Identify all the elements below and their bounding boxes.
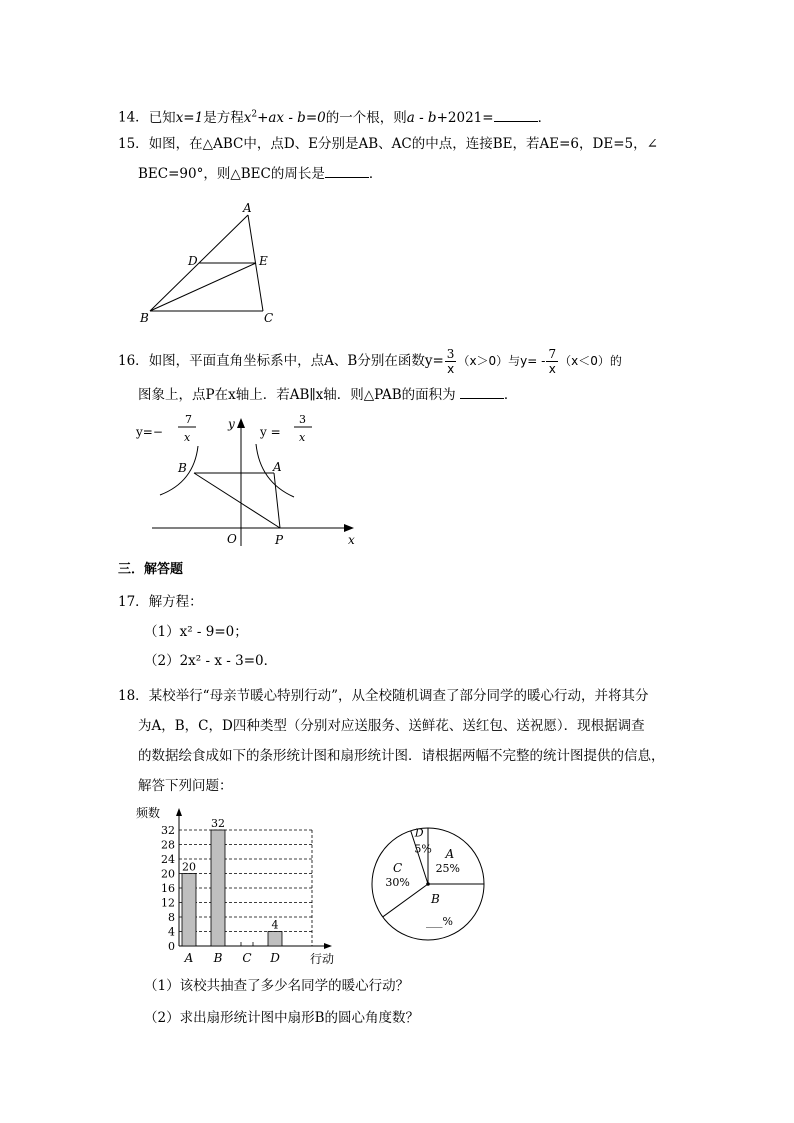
label-left-den: x	[184, 431, 191, 444]
pie-label-C: C	[392, 861, 403, 876]
label-right-function: y =	[260, 425, 281, 439]
q15-number: 15．	[118, 136, 149, 152]
bar-chart	[134, 800, 344, 970]
q15-line2: BEC=90°，则△BEC的周长是 ．	[138, 163, 382, 184]
label-O: O	[227, 532, 237, 546]
pie-value-label-D: 5%	[414, 842, 432, 856]
label-x-axis: x	[348, 533, 355, 547]
q14-text: 已知x=1是方程$x^2+ax - b=0$的一个根，则a - b+2021= ．	[149, 110, 551, 126]
pie-chart	[366, 826, 492, 946]
label-A: A	[273, 460, 282, 474]
x-tick-label-D: D	[270, 951, 280, 965]
y-tick-label: 12	[161, 896, 175, 910]
x-tick-label-C: C	[242, 951, 252, 965]
q16-line2: 图象上，点P在x轴上．若AB∥x轴．则△PAB的面积为 ．	[138, 384, 517, 405]
label-left-num: 7	[185, 413, 192, 426]
label-E: E	[259, 254, 268, 268]
bar-value-label-D: 4	[271, 918, 279, 932]
q16-coordinate-figure	[132, 408, 372, 550]
label-left-function: y=−	[136, 425, 163, 439]
pie-center	[426, 882, 430, 886]
q16-answer-blank[interactable]	[460, 384, 504, 399]
x-axis-arrow	[324, 943, 332, 949]
bar-value-label-B: 32	[211, 817, 225, 830]
q18-line3: 的数据绘食成如下的条形统计图和扇形统计图．请根据两幅不完整的统计图提供的信息，	[138, 748, 665, 764]
section-3-title: 三．解答题	[118, 562, 184, 577]
label-B: B	[178, 461, 187, 475]
q17-number: 17．	[118, 594, 149, 610]
q15-line1	[118, 134, 658, 154]
label-A: A	[243, 201, 252, 215]
label-right-den: x	[299, 431, 306, 444]
y-tick-label: 4	[168, 925, 175, 939]
q18-number: 18．	[118, 688, 149, 704]
label-D: D	[188, 254, 198, 268]
q15-answer-blank[interactable]	[325, 163, 369, 178]
q16-text-line2: 图象上，点P在x轴上．若AB∥x轴．则△PAB的面积为	[138, 387, 456, 403]
x-axis-title: 行动	[310, 952, 335, 966]
bar-value-label-A: 20	[182, 860, 196, 874]
q17-part1: （1）x² - 9=0；	[144, 624, 248, 640]
y-axis-title: 频数	[136, 806, 161, 820]
label-P: P	[275, 533, 284, 547]
bar-A	[182, 874, 196, 947]
y-tick-label: 24	[161, 853, 175, 866]
q16-fraction-7-over-x: $\frac{7}{x}$	[548, 347, 557, 376]
q16-fraction-3-over-x: $\frac{3}{x}$	[446, 347, 455, 376]
segment-AP	[274, 473, 280, 528]
q16-line1: 16．如图，平面直角坐标系中，点A、B分别在函数y= $\frac{3}{x}$ （x＞0）与y= - $\frac{7}{x}$ （x＜0）的	[118, 347, 622, 376]
q15-text-line1: 如图，在△ABC中，点D、E分别是AB、AC的中点，连接BE，若AE=6，DE=5，∠	[148, 136, 658, 152]
y-tick-label: 0	[168, 940, 175, 953]
y-tick-label: 32	[161, 824, 175, 837]
q16-number: 16．	[118, 353, 149, 369]
label-B: B	[140, 311, 149, 325]
q15-text-line2: BEC=90°，则△BEC的周长是	[138, 166, 325, 182]
pie-value-label-B: ___%	[425, 914, 453, 928]
pie-label-A: A	[445, 847, 455, 862]
y-axis-arrow	[176, 808, 182, 816]
y-tick-label: 16	[161, 882, 175, 895]
x-tick-label-A: A	[184, 951, 194, 965]
x-tick-label-B: B	[213, 951, 223, 965]
pie-label-D: D	[414, 826, 424, 840]
pie-value-label-A: 25%	[435, 862, 461, 876]
y-tick-label: 8	[168, 911, 175, 924]
q17-title: 17．解方程：	[118, 594, 203, 610]
q18-line4: 解答下列问题：	[138, 778, 233, 794]
segment-BP	[194, 473, 280, 528]
q18-part2: （2）求出扇形统计图中扇形B的圆心角度数？	[144, 1010, 420, 1026]
label-y-axis: y	[228, 417, 235, 431]
x-axis-arrow	[344, 524, 354, 532]
q14-number: 14．	[118, 109, 149, 126]
pie-label-B: B	[431, 891, 440, 906]
y-tick-label: 28	[161, 838, 175, 852]
q14-answer-blank[interactable]	[494, 107, 538, 122]
label-C: C	[264, 311, 274, 325]
pie-value-label-C: 30%	[385, 876, 410, 890]
q17-part2: （2）2x² - x - 3=0．	[144, 653, 278, 669]
y-axis-arrow	[237, 418, 245, 428]
label-right-num: 3	[299, 413, 306, 426]
q15-triangle-figure	[130, 198, 290, 330]
bar-B	[211, 830, 225, 946]
bar-D	[268, 932, 282, 947]
y-tick-label: 20	[161, 867, 175, 881]
q18-line2: 为A，B，C，D四种类型（分别对应送服务、送鲜花、送红包、送祝愿）．现根据调查	[138, 718, 645, 734]
q18-line1: 18．某校举行“母亲节暖心特别行动”，从全校随机调查了部分同学的暖心行动，并将其分	[118, 688, 649, 704]
q14	[118, 104, 551, 128]
q18-part1: （1）该校共抽查了多少名同学的暖心行动？	[144, 978, 410, 994]
segment-BE	[150, 263, 256, 311]
